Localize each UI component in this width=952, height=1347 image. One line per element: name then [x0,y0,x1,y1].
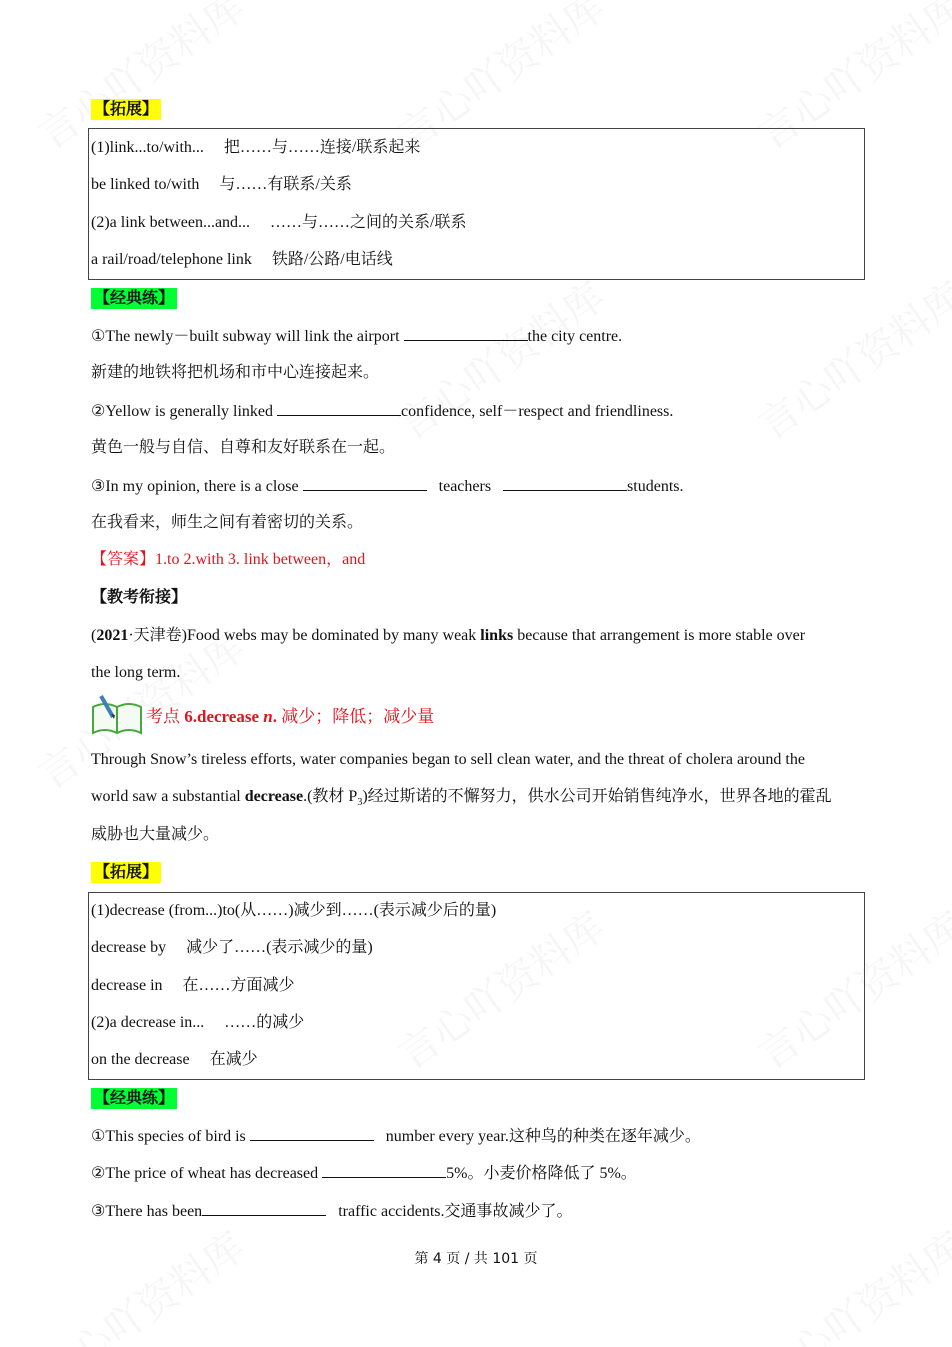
paragraph-line [91,787,832,813]
answer-blank[interactable] [404,326,528,341]
q-text: ②Yellow is generally linked [91,403,278,420]
watermark [25,1216,254,1347]
q-text: number every year.这种鸟的种类在逐年减少。 [381,1128,701,1145]
p-keyword: decrease [244,788,304,805]
q-text: ②The price of wheat has decreased [91,1165,323,1182]
extension-line: be linked to/with 与……有联系/关系 [91,176,352,193]
answer-label: 【答案】 [91,551,156,568]
question-1 [91,326,622,347]
extension-line: a rail/road/telephone link 铁路/公路/电话线 [91,251,393,268]
watermark [745,266,952,450]
answer-blank[interactable] [303,476,427,491]
exam-sentence: (2021·天津卷)Food webs may be dominated by many weak links because that arrangement is more stable over [91,627,806,644]
q-text: ①This species of bird is [91,1128,250,1145]
question-2-translation: 黄色一般与自信、自尊和友好联系在一起。 [91,439,396,456]
q-text: ③In my opinion, there is a close [91,478,303,495]
watermark [385,266,614,450]
key-point-dot: . [272,707,277,726]
exam-keyword: links [480,627,514,644]
exam-sentence-end: the long term. [91,664,181,681]
p-sub: 3 [357,797,363,809]
answer-blank[interactable] [322,1163,446,1178]
answer-line [91,550,365,570]
exam-text: because that arrangement is more stable over [513,627,806,644]
q-text: ①The newly－built subway will link the airport [91,328,404,345]
q-text: the city centre. [527,328,623,345]
question-2 [91,1163,637,1184]
extension-line: (2)a link between...and... ……与……之间的关系/联系 [91,214,467,231]
exam-source: ·天津卷) [128,627,187,644]
extension-line: on the decrease 在减少 [91,1051,258,1068]
exam-year: 2021 [96,627,129,644]
q-text: 5%。小麦价格降低了 5%。 [446,1165,637,1182]
question-3-translation: 在我看来，师生之间有着密切的关系。 [91,514,364,531]
answer-blank[interactable] [250,1126,374,1141]
extension-line: decrease in 在……方面减少 [91,977,295,994]
q-text: students. [627,478,684,495]
watermark [745,1216,952,1347]
page-footer: 第 4 页 / 共 101 页 [414,1251,538,1267]
extension-line: (1)link...to/with... 把……与……连接/联系起来 [91,139,421,156]
q-text: confidence, self－respect and friendliness. [401,403,674,420]
question-2 [91,401,673,422]
key-point-label: 考点 [146,707,185,726]
answer-blank[interactable] [503,476,627,491]
answer-blank[interactable] [277,401,401,416]
key-point-word: 6.decrease [184,707,264,726]
exam-text: Food webs may be dominated by many weak [187,627,481,644]
answer-blank[interactable] [202,1201,326,1216]
answer-text: 1.to 2.with 3. link between，and [155,551,366,568]
key-point-pos: n [263,707,273,726]
question-3 [91,1201,573,1222]
paragraph-line: Through Snow’s tireless efforts, water companies began to sell clean water, and the threat of cholera around the [91,751,805,768]
p-text: world saw a substantial [91,788,245,805]
practice-tag: 【经典练】 [91,1088,177,1109]
q-text: ③There has been [91,1203,203,1220]
extension-line: (2)a decrease in... ……的减少 [91,1014,305,1031]
q-text: teachers [434,478,496,495]
key-point-heading [146,707,434,727]
extension-tag: 【拓展】 [91,862,161,883]
practice-tag: 【经典练】 [91,288,177,309]
extension-line: decrease by 减少了……(表示减少的量) [91,939,373,956]
key-point-meaning: 减少；降低；减少量 [276,707,435,726]
p-text: )经过斯诺的不懈努力，供水公司开始销售纯净水，世界各地的霍乱 [362,788,832,805]
question-1 [91,1126,701,1147]
extension-tag: 【拓展】 [91,99,161,120]
q-text: traffic accidents.交通事故减少了。 [334,1203,573,1220]
question-3 [91,476,684,497]
question-1-translation: 新建的地铁将把机场和市中心连接起来。 [91,364,380,381]
paragraph-line: 威胁也大量减少。 [91,826,220,843]
p-text: .(教材 P [303,788,358,805]
book-pencil-icon [91,693,143,737]
exam-link-heading: 【教考衔接】 [91,589,188,606]
extension-line: (1)decrease (from...)to(从……)减少到……(表示减少后的量) [91,902,497,919]
